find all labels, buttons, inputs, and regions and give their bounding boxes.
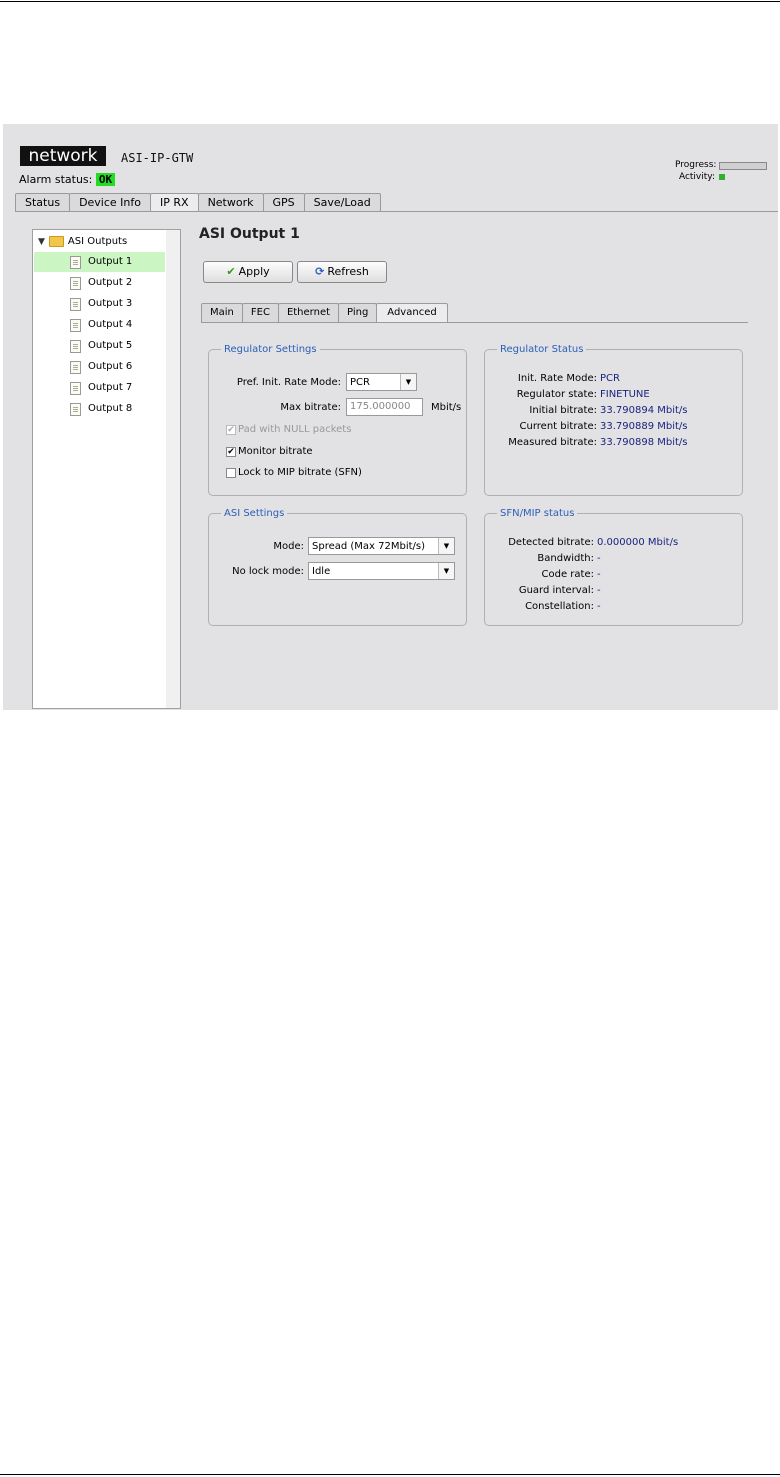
sfn-value-code-rate: - [597, 569, 601, 580]
subtab-ethernet[interactable]: Ethernet [278, 303, 339, 322]
page-title: ASI Output 1 [199, 226, 300, 242]
sfn-label-guard-interval: Guard interval: [518, 585, 594, 596]
nolock-mode-select[interactable] [308, 562, 455, 580]
chevron-down-icon[interactable]: ▼ [438, 563, 454, 579]
logo: network [20, 146, 106, 166]
tree-item-label: Output 2 [88, 277, 133, 288]
tree-scrollbar[interactable] [166, 229, 181, 709]
subtab-ping[interactable]: Ping [338, 303, 377, 322]
document-icon [70, 298, 81, 311]
expand-triangle-icon[interactable]: ▼ [38, 236, 45, 247]
main-tabs [15, 193, 380, 211]
sfn-label-bandwidth: Bandwidth: [537, 553, 594, 564]
refresh-button[interactable] [297, 261, 387, 283]
activity-indicator [719, 174, 725, 180]
pad-null-checkbox[interactable]: ✔ [227, 425, 235, 435]
sfn-label-constellation: Constellation: [525, 601, 594, 612]
rate-mode-value: PCR [350, 377, 370, 388]
nolock-mode-label: No lock mode: [232, 566, 304, 577]
document-icon [70, 361, 81, 374]
rate-mode-select[interactable] [346, 373, 417, 391]
sfn-value-bandwidth: - [597, 553, 601, 564]
regulator-settings-group [208, 344, 467, 496]
tree-item-label: Output 1 [88, 256, 133, 267]
sfn-value-guard-interval: - [597, 585, 601, 596]
sub-tabs-divider [201, 322, 748, 323]
asi-settings-legend: ASI Settings [224, 508, 285, 519]
tree-item-output-1[interactable] [34, 252, 165, 272]
regulator-status-group [484, 344, 743, 496]
tree-item-output-2[interactable] [34, 273, 165, 293]
monitor-bitrate-label: Monitor bitrate [238, 446, 313, 457]
tree-item-label: Output 3 [88, 298, 133, 309]
regulator-status-legend: Regulator Status [500, 344, 584, 355]
checkmark-icon: ✔ [226, 265, 236, 278]
tree-item-output-7[interactable] [34, 378, 165, 398]
chevron-down-icon[interactable]: ▼ [438, 538, 454, 554]
sfn-value-constellation: - [597, 601, 601, 612]
tab-gps[interactable]: GPS [263, 193, 305, 211]
rate-mode-label: Pref. Init. Rate Mode: [236, 377, 341, 388]
chevron-down-icon[interactable]: ▼ [400, 374, 416, 390]
sfn-label-detected-bitrate: Detected bitrate: [508, 537, 594, 548]
status-label-regulator-state: Regulator state: [516, 389, 597, 400]
tree-item-label: Output 5 [88, 340, 133, 351]
activity-label: Activity: [678, 172, 715, 182]
subtab-advanced[interactable]: Advanced [376, 303, 447, 323]
tab-ip-rx[interactable]: IP RX [150, 193, 199, 212]
status-label-initial-bitrate: Initial bitrate: [529, 405, 597, 416]
sfn-label-code-rate: Code rate: [541, 569, 594, 580]
max-bitrate-unit: Mbit/s [431, 402, 462, 413]
subtab-main[interactable]: Main [201, 303, 243, 322]
tree-item-label: Output 4 [88, 319, 133, 330]
tree-item-label: Output 7 [88, 382, 133, 393]
apply-button[interactable] [203, 261, 293, 283]
refresh-icon: ⟳ [315, 265, 325, 278]
lock-mip-label: Lock to MIP bitrate (SFN) [238, 467, 362, 478]
tree-item-output-4[interactable] [34, 315, 165, 335]
folder-open-icon [49, 236, 64, 247]
tab-device-info[interactable]: Device Info [69, 193, 151, 211]
regulator-settings-legend: Regulator Settings [224, 344, 317, 355]
alarm-label: Alarm status: [19, 173, 93, 186]
app-window [3, 124, 778, 710]
status-value-measured-bitrate: 33.790898 Mbit/s [600, 437, 688, 448]
max-bitrate-input[interactable]: 175.000000 [346, 398, 423, 416]
lock-mip-checkbox[interactable] [226, 468, 236, 478]
alarm-badge: OK [96, 173, 115, 186]
alarm-status [19, 173, 115, 186]
sub-tabs [201, 303, 447, 322]
mode-label: Mode: [273, 541, 304, 552]
status-label-current-bitrate: Current bitrate: [519, 421, 597, 432]
max-bitrate-label: Max bitrate: [280, 402, 341, 413]
progress-bar [719, 162, 767, 170]
document-icon [70, 319, 81, 332]
status-value-init-rate-mode: PCR [600, 373, 620, 384]
asi-settings-group [208, 508, 467, 626]
tree-item-output-8[interactable] [34, 399, 165, 419]
apply-label: Apply [238, 265, 270, 278]
mode-select[interactable] [308, 537, 455, 555]
sfn-mip-status-group [484, 508, 743, 626]
tree-item-output-3[interactable] [34, 294, 165, 314]
tree-item-output-5[interactable] [34, 336, 165, 356]
refresh-label: Refresh [327, 265, 369, 278]
document-icon [70, 256, 81, 269]
main-tabs-divider [15, 211, 778, 212]
progress-label: Progress: [675, 160, 717, 170]
status-label-init-rate-mode: Init. Rate Mode: [517, 373, 597, 384]
subtab-fec[interactable]: FEC [242, 303, 279, 322]
device-name: ASI-IP-GTW [121, 151, 194, 165]
mode-value: Spread (Max 72Mbit/s) [312, 541, 426, 552]
status-value-current-bitrate: 33.790889 Mbit/s [600, 421, 688, 432]
nolock-mode-value: Idle [312, 566, 331, 577]
pad-null-label: Pad with NULL packets [238, 424, 352, 435]
tree-item-label: Output 6 [88, 361, 133, 372]
tab-network[interactable]: Network [198, 193, 264, 211]
tab-status[interactable]: Status [15, 193, 70, 211]
sfn-value-detected-bitrate: 0.000000 Mbit/s [597, 537, 679, 548]
tab-save-load[interactable]: Save/Load [304, 193, 381, 211]
document-icon [70, 340, 81, 353]
tree-root-label: ASI Outputs [67, 236, 128, 247]
document-icon [70, 403, 81, 416]
status-value-regulator-state: FINETUNE [600, 389, 650, 400]
status-value-initial-bitrate: 33.790894 Mbit/s [600, 405, 688, 416]
document-icon [70, 382, 81, 395]
page-top-rule [0, 1, 780, 2]
page-bottom-rule [0, 1474, 780, 1475]
sfn-mip-status-legend: SFN/MIP status [500, 508, 575, 519]
status-label-measured-bitrate: Measured bitrate: [508, 437, 597, 448]
output-tree [32, 229, 168, 709]
monitor-bitrate-checkbox[interactable]: ✔ [227, 447, 235, 457]
tree-item-output-6[interactable] [34, 357, 165, 377]
document-icon [70, 277, 81, 290]
tree-root-asi-outputs[interactable] [38, 236, 127, 247]
tree-item-label: Output 8 [88, 403, 133, 414]
